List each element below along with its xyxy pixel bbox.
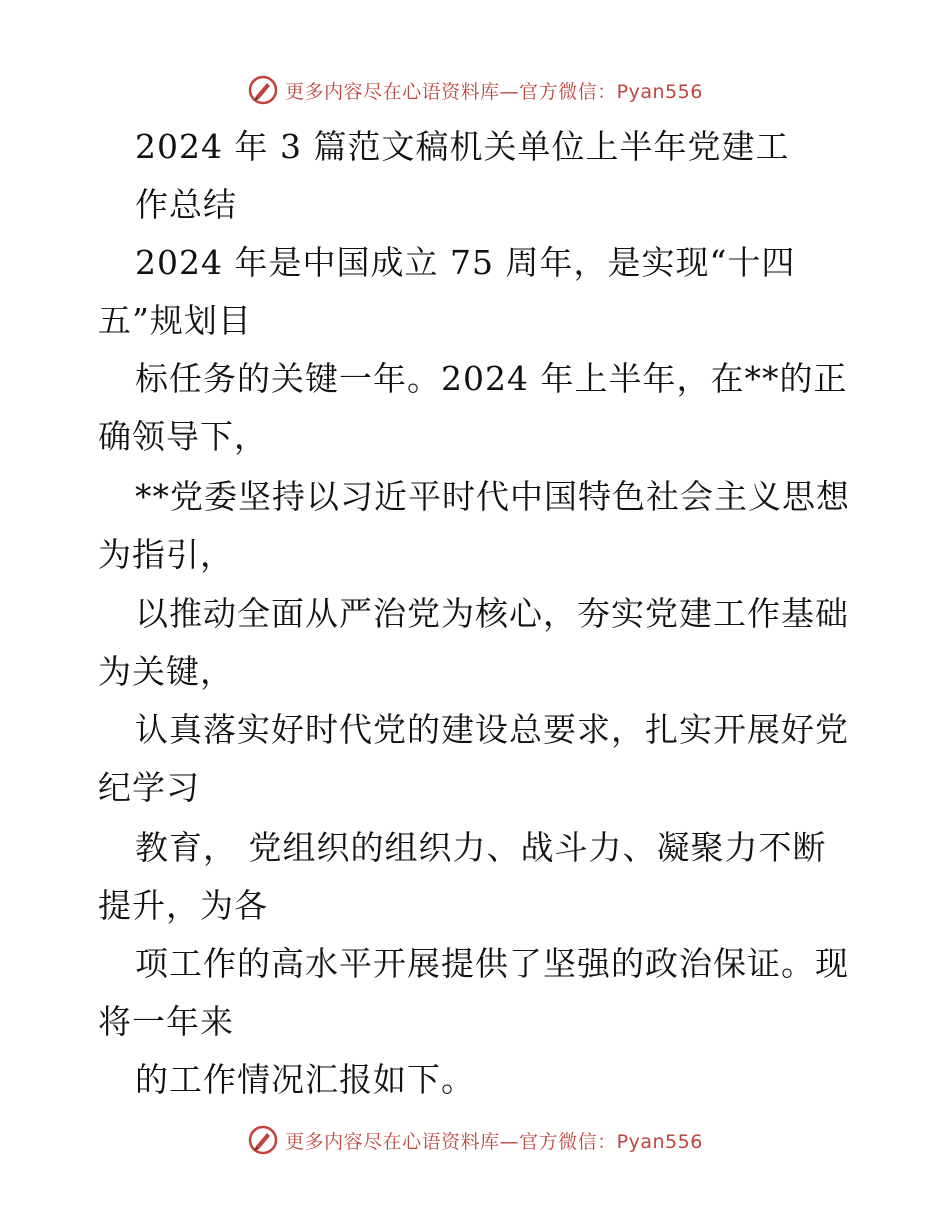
body-line: 为指引，: [98, 535, 234, 574]
body-line: 项工作的高水平开展提供了坚强的政治保证。现: [135, 944, 849, 983]
body-line: 教育， 党组织的组织力、战斗力、凝聚力不断: [135, 828, 827, 867]
body-line: 五”规划目: [98, 301, 252, 340]
body-line: **党委坚持以习近平时代中国特色社会主义思想: [135, 477, 850, 516]
title-line-2: 作总结: [135, 185, 237, 224]
watermark-text: 更多内容尽在心语资料库—官方微信：Pyan556: [285, 1130, 703, 1153]
body-line: 的工作情况汇报如下。: [135, 1060, 475, 1099]
body-line: 以推动全面从严治党为核心，夯实党建工作基础: [135, 594, 849, 633]
body-line: 2024 年是中国成立 75 周年，是实现“十四: [135, 243, 796, 282]
body-line: 将一年来: [98, 1002, 234, 1041]
body-line: 提升，为各: [98, 886, 268, 925]
watermark-banner-bottom: [0, 1120, 950, 1160]
body-line: 确领导下，: [98, 417, 268, 456]
body-line: 纪学习: [98, 768, 200, 807]
body-line: 认真落实好时代党的建设总要求，扎实开展好党: [135, 710, 849, 749]
watermark-text: 更多内容尽在心语资料库—官方微信：Pyan556: [285, 80, 703, 103]
pen-logo-icon: [247, 1124, 279, 1156]
title-line-1: 2024 年 3 篇范文稿机关单位上半年党建工: [135, 127, 790, 166]
body-line: 为关键，: [98, 652, 234, 691]
body-line: 标任务的关键一年。2024 年上半年，在**的正: [135, 359, 848, 398]
